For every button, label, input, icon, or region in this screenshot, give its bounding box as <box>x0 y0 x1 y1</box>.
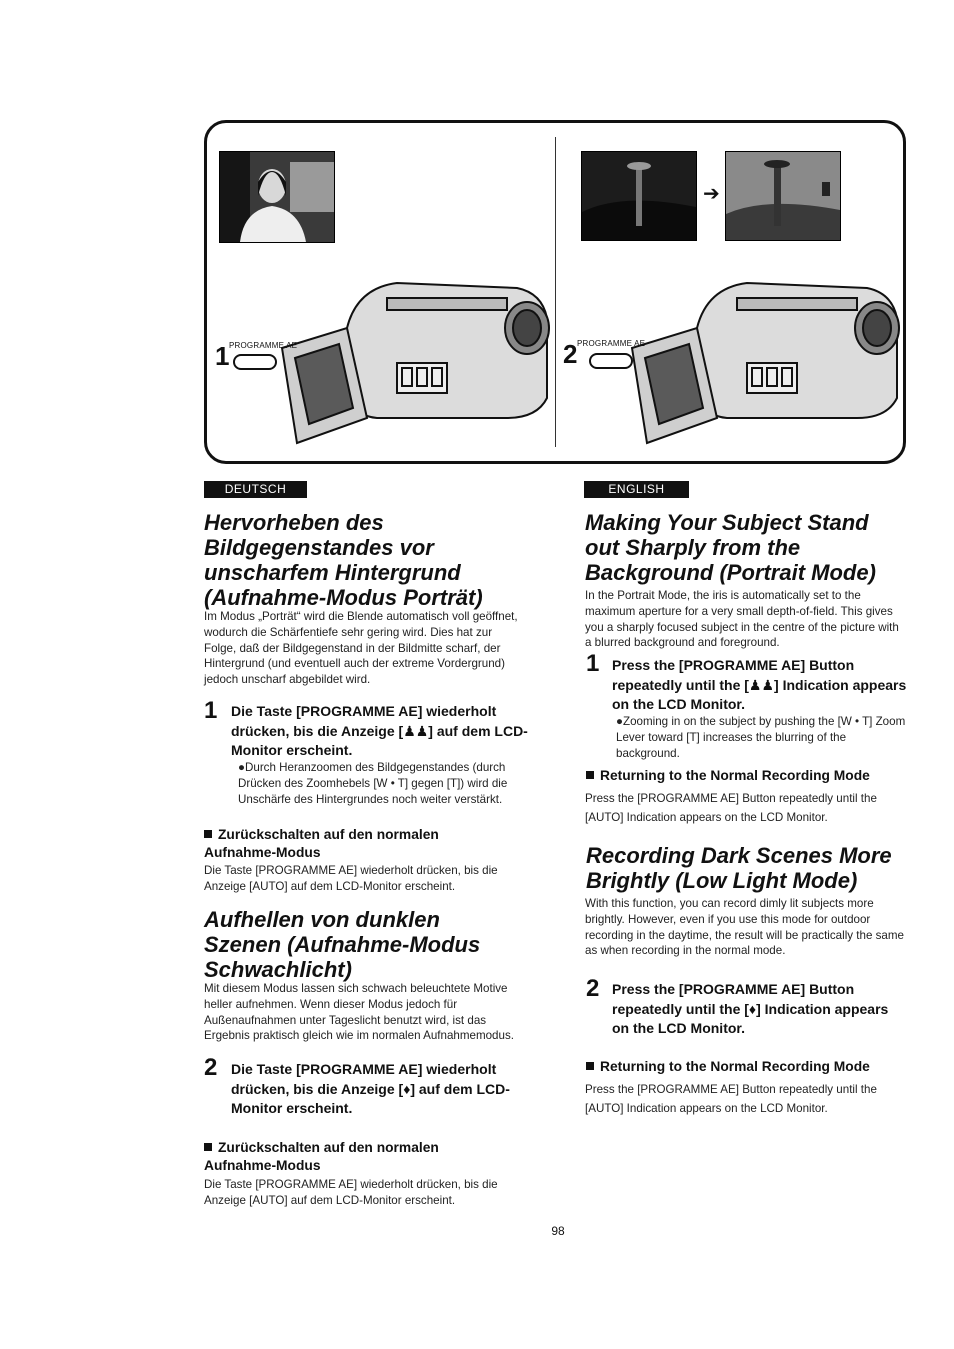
portrait-icon: ♟♟ <box>748 676 775 693</box>
illustration-panel <box>204 120 906 464</box>
intro-lowlight-de: Mit diesem Modus lassen sich schwach beleuchtete Motive heller aufnehmen. Wenn dieser Modus jedoch für Außenaufnahmen unter Tageslicht benutzt wird, ist das Ergebnis praktisch gleich wie im normalen Aufnahmemodus. <box>204 982 514 1043</box>
zoom-tip-en: ●Zooming in on the subject by pushing the [W • T] Zoom Lever toward [T] increases the blurring of the background. <box>616 715 906 760</box>
low-light-icon: ♦ <box>403 1080 411 1097</box>
square-bullet-icon <box>204 1143 212 1151</box>
return-normal-text-2-en: Press the [PROGRAMME AE] Button repeatedly until the [AUTO] Indication appears on the LCD Monitor. <box>585 1083 877 1115</box>
return-normal-heading-2-de: Zurückschalten auf den normalen Aufnahme-Modus <box>204 1140 439 1173</box>
page-number: 98 <box>551 1224 565 1238</box>
step-1-number-en: 1 <box>586 650 600 677</box>
intro-portrait-de: Im Modus „Porträt“ wird die Blende automatisch voll geöffnet, wodurch die Schärfentiefe sehr gering wird. Dies hat zur Folge, daß der Bildgegenstand in der Bildmitte scharf, der Hintergrund (und eventuell auch der extreme Vordergrund) jedoch unscharf abgebildet wird. <box>204 610 518 687</box>
portrait-icon: ♟♟ <box>403 722 429 739</box>
return-normal-heading-2-en: Returning to the Normal Recording Mode <box>586 1058 908 1076</box>
figure-divider <box>555 137 556 447</box>
figure-step-2-number: 2 <box>563 339 578 369</box>
step-2-number-de: 2 <box>204 1054 218 1081</box>
figure-button-caption-1: PROGRAMME AE <box>229 341 298 350</box>
step-1-number-de: 1 <box>204 697 218 724</box>
figure-step-1-number: 1 <box>215 341 230 371</box>
language-tag-deutsch: DEUTSCH <box>204 481 307 498</box>
section-title-lowlight-en: Recording Dark Scenes More Brightly (Low Light Mode) <box>586 843 892 893</box>
step-2-number-en: 2 <box>586 975 600 1002</box>
step-1-instruction-en: Press the [PROGRAMME AE] Button repeatedly until the [♟♟] Indication appears on the LCD Monitor. <box>612 657 907 712</box>
return-normal-heading-1-en: Returning to the Normal Recording Mode <box>586 767 908 785</box>
step-2-instruction-de: Die Taste [PROGRAMME AE] wiederholt drücken, bis die Anzeige [♦] auf dem LCD-Monitor erscheint. <box>231 1061 510 1116</box>
camcorder-illustration-right <box>627 268 906 448</box>
language-tag-english: ENGLISH <box>584 481 689 498</box>
square-bullet-icon <box>586 1062 594 1070</box>
section-title-lowlight-de: Aufhellen von dunklen Szenen (Aufnahme-Modus Schwachlicht) <box>204 907 481 982</box>
low-light-photo-after <box>725 151 841 241</box>
step-1-instruction-de: Die Taste [PROGRAMME AE] wiederholt drücken, bis die Anzeige [♟♟] auf dem LCD-Monitor erscheint. <box>231 703 528 758</box>
return-normal-heading-1-de: Zurückschalten auf den normalen Aufnahme-Modus <box>204 827 439 860</box>
square-bullet-icon <box>204 830 212 838</box>
section-title-portrait-de: Hervorheben des Bildgegenstandes vor unscharfem Hintergrund (Aufnahme-Modus Porträt) <box>204 510 483 610</box>
return-normal-text-1-en: Press the [PROGRAMME AE] Button repeatedly until the [AUTO] Indication appears on the LCD Monitor. <box>585 792 877 824</box>
figure-button-caption-2: PROGRAMME AE <box>577 339 646 348</box>
intro-lowlight-en: With this function, you can record dimly lit subjects more brightly. However, even if you use this mode for outdoor recording in the daytime, the result will be practically the same as when recording in the normal mode. <box>585 897 904 958</box>
step-2-instruction-en: Press the [PROGRAMME AE] Button repeatedly until the [♦] Indication appears on the LCD Monitor. <box>612 981 889 1036</box>
zoom-tip-de: ●Durch Heranzoomen des Bildgegenstandes (durch Drücken des Zoomhebels [W • T] gegen [T]) wird die Unschärfe des Hintergrundes noch weiter verstärkt. <box>238 761 508 806</box>
camcorder-illustration-left <box>277 268 557 448</box>
return-normal-text-2-de: Die Taste [PROGRAMME AE] wiederholt drücken, bis die Anzeige [AUTO] auf dem LCD-Monitor erscheint. <box>204 1178 498 1207</box>
square-bullet-icon <box>586 771 594 779</box>
intro-portrait-en: In the Portrait Mode, the iris is automatically set to the maximum aperture for a very small depth-of-field. This gives you a sharply focused subject in the centre of the picture with a blurred background and foreground. <box>585 589 899 650</box>
return-normal-text-1-de: Die Taste [PROGRAMME AE] wiederholt drücken, bis die Anzeige [AUTO] auf dem LCD-Monitor erscheint. <box>204 864 498 893</box>
section-title-portrait-en: Making Your Subject Stand out Sharply from the Background (Portrait Mode) <box>585 510 876 585</box>
programme-ae-button-left <box>233 354 277 370</box>
programme-ae-button-right <box>589 353 633 369</box>
arrow-icon: ➔ <box>703 183 720 205</box>
low-light-photo-before <box>581 151 697 241</box>
portrait-photo <box>219 151 335 243</box>
low-light-icon: ♦ <box>748 1000 757 1017</box>
